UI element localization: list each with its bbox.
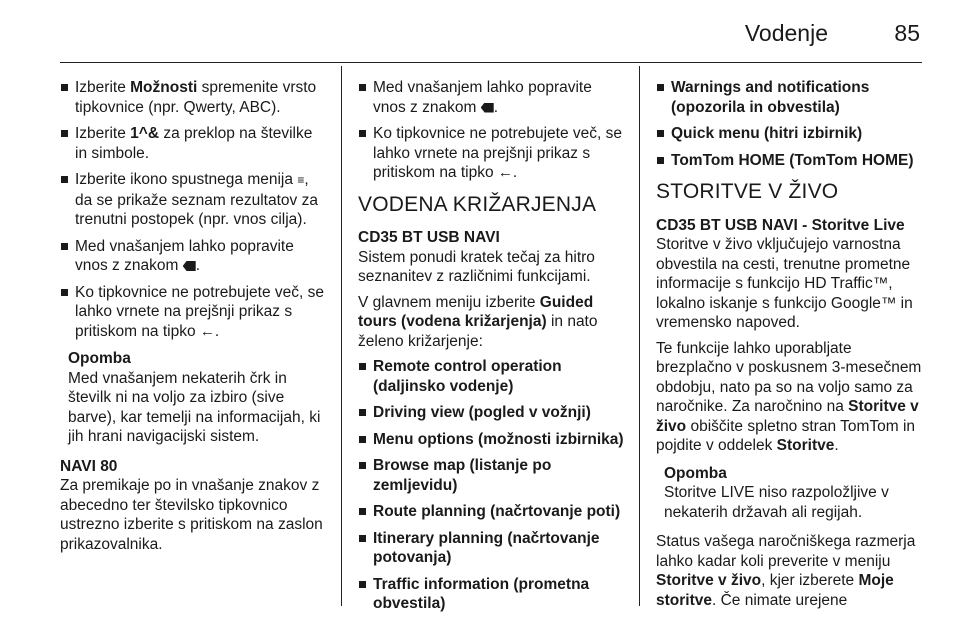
list-item: Route planning (načrtovanje poti) — [358, 502, 626, 522]
column-2 — [358, 78, 626, 621]
backspace-icon — [183, 261, 196, 271]
column-3 — [656, 78, 924, 616]
page-header — [60, 16, 920, 56]
backspace-icon — [481, 103, 494, 113]
note-box — [656, 464, 924, 523]
list-item: Driving view (pogled v vožnji) — [358, 403, 626, 423]
list-item: Menu options (možnosti izbirnika) — [358, 430, 626, 450]
subheading: NAVI 80 — [60, 457, 118, 475]
list-item: TomTom HOME (TomTom HOME) — [656, 151, 924, 171]
list-item: Med vnašanjem lahko popravite vnos z znakom . — [60, 237, 328, 276]
list-item: Ko tipkovnice ne potrebujete več, se lahko vrnete na prejšnji prikaz s pritiskom na tipko ←. — [60, 283, 328, 342]
column-divider — [639, 66, 640, 606]
section-heading: VODENA KRIŽARJENJA — [358, 192, 597, 216]
list-item: Izberite Možnosti spremenite vrsto tipkovnice (npr. Qwerty, ABC). — [60, 78, 328, 117]
list-item: Izberite ikono spustnega menija ≡, da se prikaže seznam rezultatov za trenutni postopek (npr. vnos cilja). — [60, 170, 328, 230]
section-title: Vodenje — [744, 20, 828, 46]
note-title: Opomba — [68, 350, 131, 367]
list-item: Warnings and notifications (opozorila in obvestila) — [656, 78, 924, 117]
list-item: Itinerary planning (načrtovanje potovanja) — [358, 529, 626, 568]
back-arrow-icon: ← — [199, 322, 215, 340]
column-1 — [60, 78, 328, 560]
page-number: 85 — [894, 20, 920, 46]
header-rule — [60, 62, 922, 63]
tour-list — [656, 78, 924, 170]
list-item: Quick menu (hitri izbirnik) — [656, 124, 924, 144]
paragraph: Te funkcije lahko uporabljate brezplačno v poskusnem 3-mesečnem obdobju, nato pa so na voljo samo za naročnike. Za naročnino na Storitve v živo obiščite spletno stran TomTom in pojdite v oddelek Storitve. — [656, 339, 922, 454]
list-item: Izberite 1^& za preklop na številke in simbole. — [60, 124, 328, 163]
dropdown-list-icon: ≡ — [297, 173, 305, 187]
paragraph: Za premikaje po in vnašanje znakov z abecedno ter številsko tipkovnico ustrezno izberite s pritiskom na zaslon prikazovalnika. — [60, 477, 323, 553]
note-text: Med vnašanjem nekaterih črk in številk ni na voljo za izbiro (sive barve), kar temelji na informacijah, ki jih hrani navigacijski sistem. — [68, 369, 321, 445]
tour-list — [358, 357, 626, 614]
list-item: Traffic information (prometna obvestila) — [358, 575, 626, 614]
paragraph: Status vašega naročniškega razmerja lahko kadar koli preverite v meniju Storitve v živo, kjer izberete Moje storitve. Če nimate urejene — [656, 533, 916, 609]
note-title: Opomba — [664, 464, 727, 482]
list-item: Remote control operation (daljinsko vodenje) — [358, 357, 626, 396]
bullet-list — [358, 78, 626, 183]
list-item: Browse map (listanje po zemljevidu) — [358, 456, 626, 495]
note-text: Storitve LIVE niso razpoložljive v nekaterih državah ali regijah. — [664, 484, 889, 521]
paragraph: V glavnem meniju izberite Guided tours (vodena križarjenja) in nato želeno križarjenje: — [358, 293, 598, 350]
paragraph: Sistem ponudi kratek tečaj za hitro seznanitev z različnimi funkcijami. — [358, 248, 595, 285]
column-divider — [341, 66, 342, 606]
list-item: Ko tipkovnice ne potrebujete več, se lahko vrnete na prejšnji prikaz s pritiskom na tipko ←. — [358, 124, 626, 183]
subheading: CD35 BT USB NAVI - Storitve Live — [656, 216, 905, 234]
section-heading: STORITVE V ŽIVO — [656, 180, 839, 203]
list-item: Med vnašanjem lahko popravite vnos z znakom . — [358, 78, 626, 117]
note-box — [60, 349, 328, 447]
paragraph: Storitve v živo vključujejo varnostna obvestila na cesti, trenutne prometne informacije s funkcijo HD Traffic™, lokalno iskanje s funkcijo Google™ in vremensko napoved. — [656, 236, 913, 331]
back-arrow-icon: ← — [497, 164, 513, 181]
subheading: CD35 BT USB NAVI — [358, 229, 500, 246]
bullet-list — [60, 78, 328, 341]
